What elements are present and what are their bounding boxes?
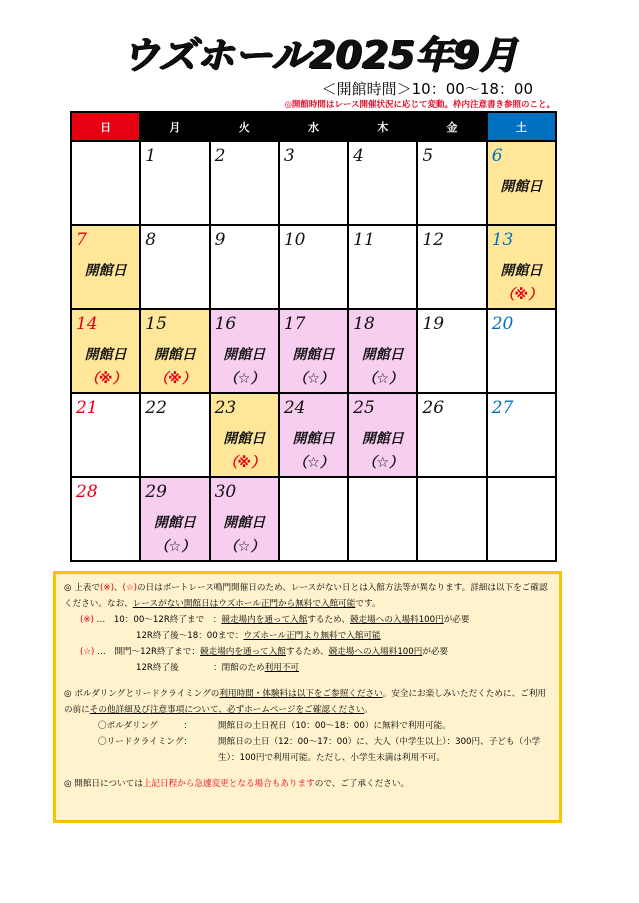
kome-mark: (※) <box>80 615 94 625</box>
open-day-label: 開館日 <box>223 515 266 531</box>
day-number: 23 <box>214 398 237 418</box>
race-day-kome-mark: （※） <box>154 371 196 387</box>
day-number: 22 <box>145 398 167 418</box>
day-number: 19 <box>422 314 445 334</box>
day-number: 11 <box>353 230 375 250</box>
notice-paragraph-race <box>64 580 551 612</box>
notice-warning: 上記日程から急遽変更となる場合もあります <box>142 779 315 789</box>
notice-underline: 競走場内を通って入館 <box>221 615 308 625</box>
open-day-label: 開館日 <box>500 179 543 195</box>
bouldering-row <box>64 718 551 734</box>
calendar-day-cell <box>210 393 279 477</box>
calendar-day-cell <box>348 141 417 225</box>
open-day-label: 開館日 <box>84 263 127 279</box>
calendar-day-cell <box>279 393 348 477</box>
race-day-star-mark: （☆） <box>362 371 404 387</box>
star-mark: (☆) <box>80 647 95 657</box>
calendar-day-cell <box>140 141 209 225</box>
day-number: 1 <box>145 146 157 166</box>
open-day-label: 開館日 <box>292 347 335 363</box>
weekday-tue: 火 <box>210 112 279 141</box>
open-day-label: 開館日 <box>361 431 404 447</box>
open-day-label: 開館日 <box>361 347 404 363</box>
calendar-week-row <box>71 309 556 393</box>
calendar-day-cell <box>487 141 556 225</box>
calendar-day-cell <box>279 309 348 393</box>
calendar-week-row <box>71 477 556 561</box>
day-number: 17 <box>283 314 306 334</box>
calendar-day-cell <box>71 309 140 393</box>
notice-text: ◎ ボルダリングとリードクライミングの <box>64 689 220 699</box>
calendar-day-cell <box>71 225 140 309</box>
lead-climbing-label: 〇リードクライミング： <box>98 737 192 747</box>
kome-rule-2 <box>64 628 551 644</box>
day-number: 15 <box>145 314 167 334</box>
day-number: 9 <box>214 230 226 250</box>
notice-text: ◎ 開館日については <box>64 779 143 789</box>
calendar-day-cell <box>210 141 279 225</box>
notice-text: 。 <box>364 705 373 715</box>
calendar-body <box>71 141 556 561</box>
star-rule-1 <box>64 644 551 660</box>
notice-text: が必要 <box>443 615 470 625</box>
calendar-day-cell <box>140 393 209 477</box>
notice-text: です。 <box>355 599 381 609</box>
open-day-label: 開館日 <box>153 515 196 531</box>
calendar-day-cell <box>140 477 209 561</box>
calendar-day-cell <box>417 309 486 393</box>
weekday-fri: 金 <box>417 112 486 141</box>
calendar-empty-cell <box>71 141 140 225</box>
notice-paragraph-climbing <box>64 686 551 718</box>
notice-underline: レースがない開館日はウズホール正門から無料で入館可能 <box>132 599 356 609</box>
star-mark: (☆) <box>122 583 137 593</box>
notice-paragraph-change <box>64 776 551 792</box>
notice-text: 、 <box>113 583 123 593</box>
calendar-week-row <box>71 141 556 225</box>
notice-underline: その他詳細及び注意事項について、必ずホームページをご確認ください <box>89 705 365 715</box>
day-number: 8 <box>145 230 157 250</box>
day-number: 18 <box>353 314 375 334</box>
day-number: 6 <box>491 146 503 166</box>
day-number: 7 <box>76 230 87 250</box>
open-day-label: 開館日 <box>500 263 543 279</box>
calendar-day-cell <box>417 393 486 477</box>
notice-text: … 10：00～12R終了まで ： <box>93 615 222 625</box>
calendar-day-cell <box>210 477 279 561</box>
notice-text: 12R終了後～18：00まで： <box>136 631 244 641</box>
calendar-day-cell <box>71 393 140 477</box>
kome-rule-1 <box>64 612 551 628</box>
day-number: 2 <box>214 146 226 166</box>
race-day-star-mark: （☆） <box>223 539 265 555</box>
notice-text: ので、ご了承ください。 <box>314 779 410 789</box>
calendar-day-cell <box>279 225 348 309</box>
calendar-day-cell <box>140 225 209 309</box>
calendar-day-cell <box>417 225 486 309</box>
day-number: 13 <box>491 230 514 250</box>
weekday-wed: 水 <box>279 112 348 141</box>
notice-text: 12R終了後 ：閉館のため <box>136 663 265 673</box>
calendar-empty-cell <box>417 477 486 561</box>
open-day-label: 開館日 <box>84 347 127 363</box>
day-number: 16 <box>214 314 237 334</box>
lead-climbing-text: 開館日の土日（12：00～17：00）に、大人（中学生以上）：300円、子ども（小学生）：100円で利用可能。ただし、小学生未満は利用不可。 <box>218 737 541 763</box>
day-number: 24 <box>283 398 306 418</box>
day-number: 21 <box>76 398 98 418</box>
notice-underline: ウズホール正門より無料で入館可能 <box>243 631 381 641</box>
calendar-day-cell <box>71 477 140 561</box>
weekday-sat: 土 <box>487 112 556 141</box>
day-number: 26 <box>422 398 445 418</box>
calendar-day-cell <box>210 225 279 309</box>
calendar-day-cell <box>210 309 279 393</box>
day-number: 5 <box>422 146 434 166</box>
race-day-star-mark: （☆） <box>293 455 334 471</box>
bouldering-text: 開館日の土日祝日（10：00～18：00）に無料で利用可能。 <box>218 721 451 731</box>
calendar-day-cell <box>487 393 556 477</box>
opening-hours-note: ◎開館時間はレース開催状況に応じて変動。枠内注意書き参照のこと。 <box>284 100 555 110</box>
calendar-day-cell <box>140 309 209 393</box>
notice-text: するため、 <box>285 647 329 657</box>
notice-underline: 競走場内を通って入館 <box>200 647 286 657</box>
calendar-day-cell <box>348 225 417 309</box>
page-title: ウズホール2025年9月 <box>121 33 518 77</box>
calendar-day-cell <box>279 141 348 225</box>
calendar-day-cell <box>487 309 556 393</box>
notice-underline: 利用時間・体験料は以下をご参照ください <box>219 689 383 699</box>
notice-text: 。安全にお楽しみいただくために、ご利用の前に <box>64 689 546 715</box>
weekday-mon: 月 <box>140 112 209 141</box>
kome-mark: (※) <box>100 583 114 593</box>
day-number: 27 <box>491 398 514 418</box>
notice-text: の日はボートレース鳴門開催日のため、レースがない日とは入館方法等が異なります。詳細は以下をご確認ください。なお、 <box>64 583 548 609</box>
day-number: 30 <box>214 482 237 502</box>
calendar-day-cell <box>487 225 556 309</box>
notice-text: するため、 <box>307 615 350 625</box>
calendar-empty-cell <box>348 477 417 561</box>
notice-box <box>53 571 562 823</box>
open-day-label: 開館日 <box>223 347 266 363</box>
bouldering-label: 〇ボルダリング ： <box>98 721 193 731</box>
day-number: 3 <box>283 146 295 166</box>
calendar-week-row <box>71 225 556 309</box>
weekday-thu: 木 <box>348 112 417 141</box>
day-number: 20 <box>491 314 514 334</box>
weekday-sun: 日 <box>71 112 140 141</box>
calendar-week-row <box>71 393 556 477</box>
calendar-empty-cell <box>279 477 348 561</box>
star-rule-2 <box>64 660 551 676</box>
open-day-label: 開館日 <box>223 431 266 447</box>
lead-climbing-row <box>64 734 551 766</box>
race-day-star-mark: （☆） <box>362 455 404 471</box>
day-number: 4 <box>353 146 364 166</box>
calendar-day-cell <box>348 309 417 393</box>
race-day-kome-mark: （※） <box>84 371 127 387</box>
calendar-day-cell <box>417 141 486 225</box>
notice-underline: 競走場への入場料100円 <box>328 647 423 657</box>
race-day-star-mark: （☆） <box>223 371 265 387</box>
race-day-star-mark: （☆） <box>154 539 196 555</box>
race-day-kome-mark: （※） <box>500 287 543 303</box>
calendar-day-cell <box>348 393 417 477</box>
calendar-table <box>70 111 557 562</box>
day-number: 28 <box>76 482 98 502</box>
weekday-header-row <box>71 112 556 141</box>
day-number: 29 <box>145 482 167 502</box>
calendar-empty-cell <box>487 477 556 561</box>
opening-hours: ＜開館時間＞10：00～18：00 <box>321 80 533 98</box>
notice-text: が必要 <box>422 647 449 657</box>
day-number: 12 <box>422 230 445 250</box>
race-day-star-mark: （☆） <box>293 371 334 387</box>
open-day-label: 開館日 <box>153 347 196 363</box>
day-number: 10 <box>283 230 306 250</box>
notice-text: ◎ 上表で <box>64 583 101 593</box>
race-day-kome-mark: （※） <box>223 455 266 471</box>
open-day-label: 開館日 <box>292 431 335 447</box>
day-number: 14 <box>76 314 98 334</box>
day-number: 25 <box>353 398 375 418</box>
notice-underline: 競走場への入場料100円 <box>349 615 444 625</box>
notice-text: … 開門～12R終了まで： <box>94 647 200 657</box>
notice-underline: 利用不可 <box>264 663 300 673</box>
